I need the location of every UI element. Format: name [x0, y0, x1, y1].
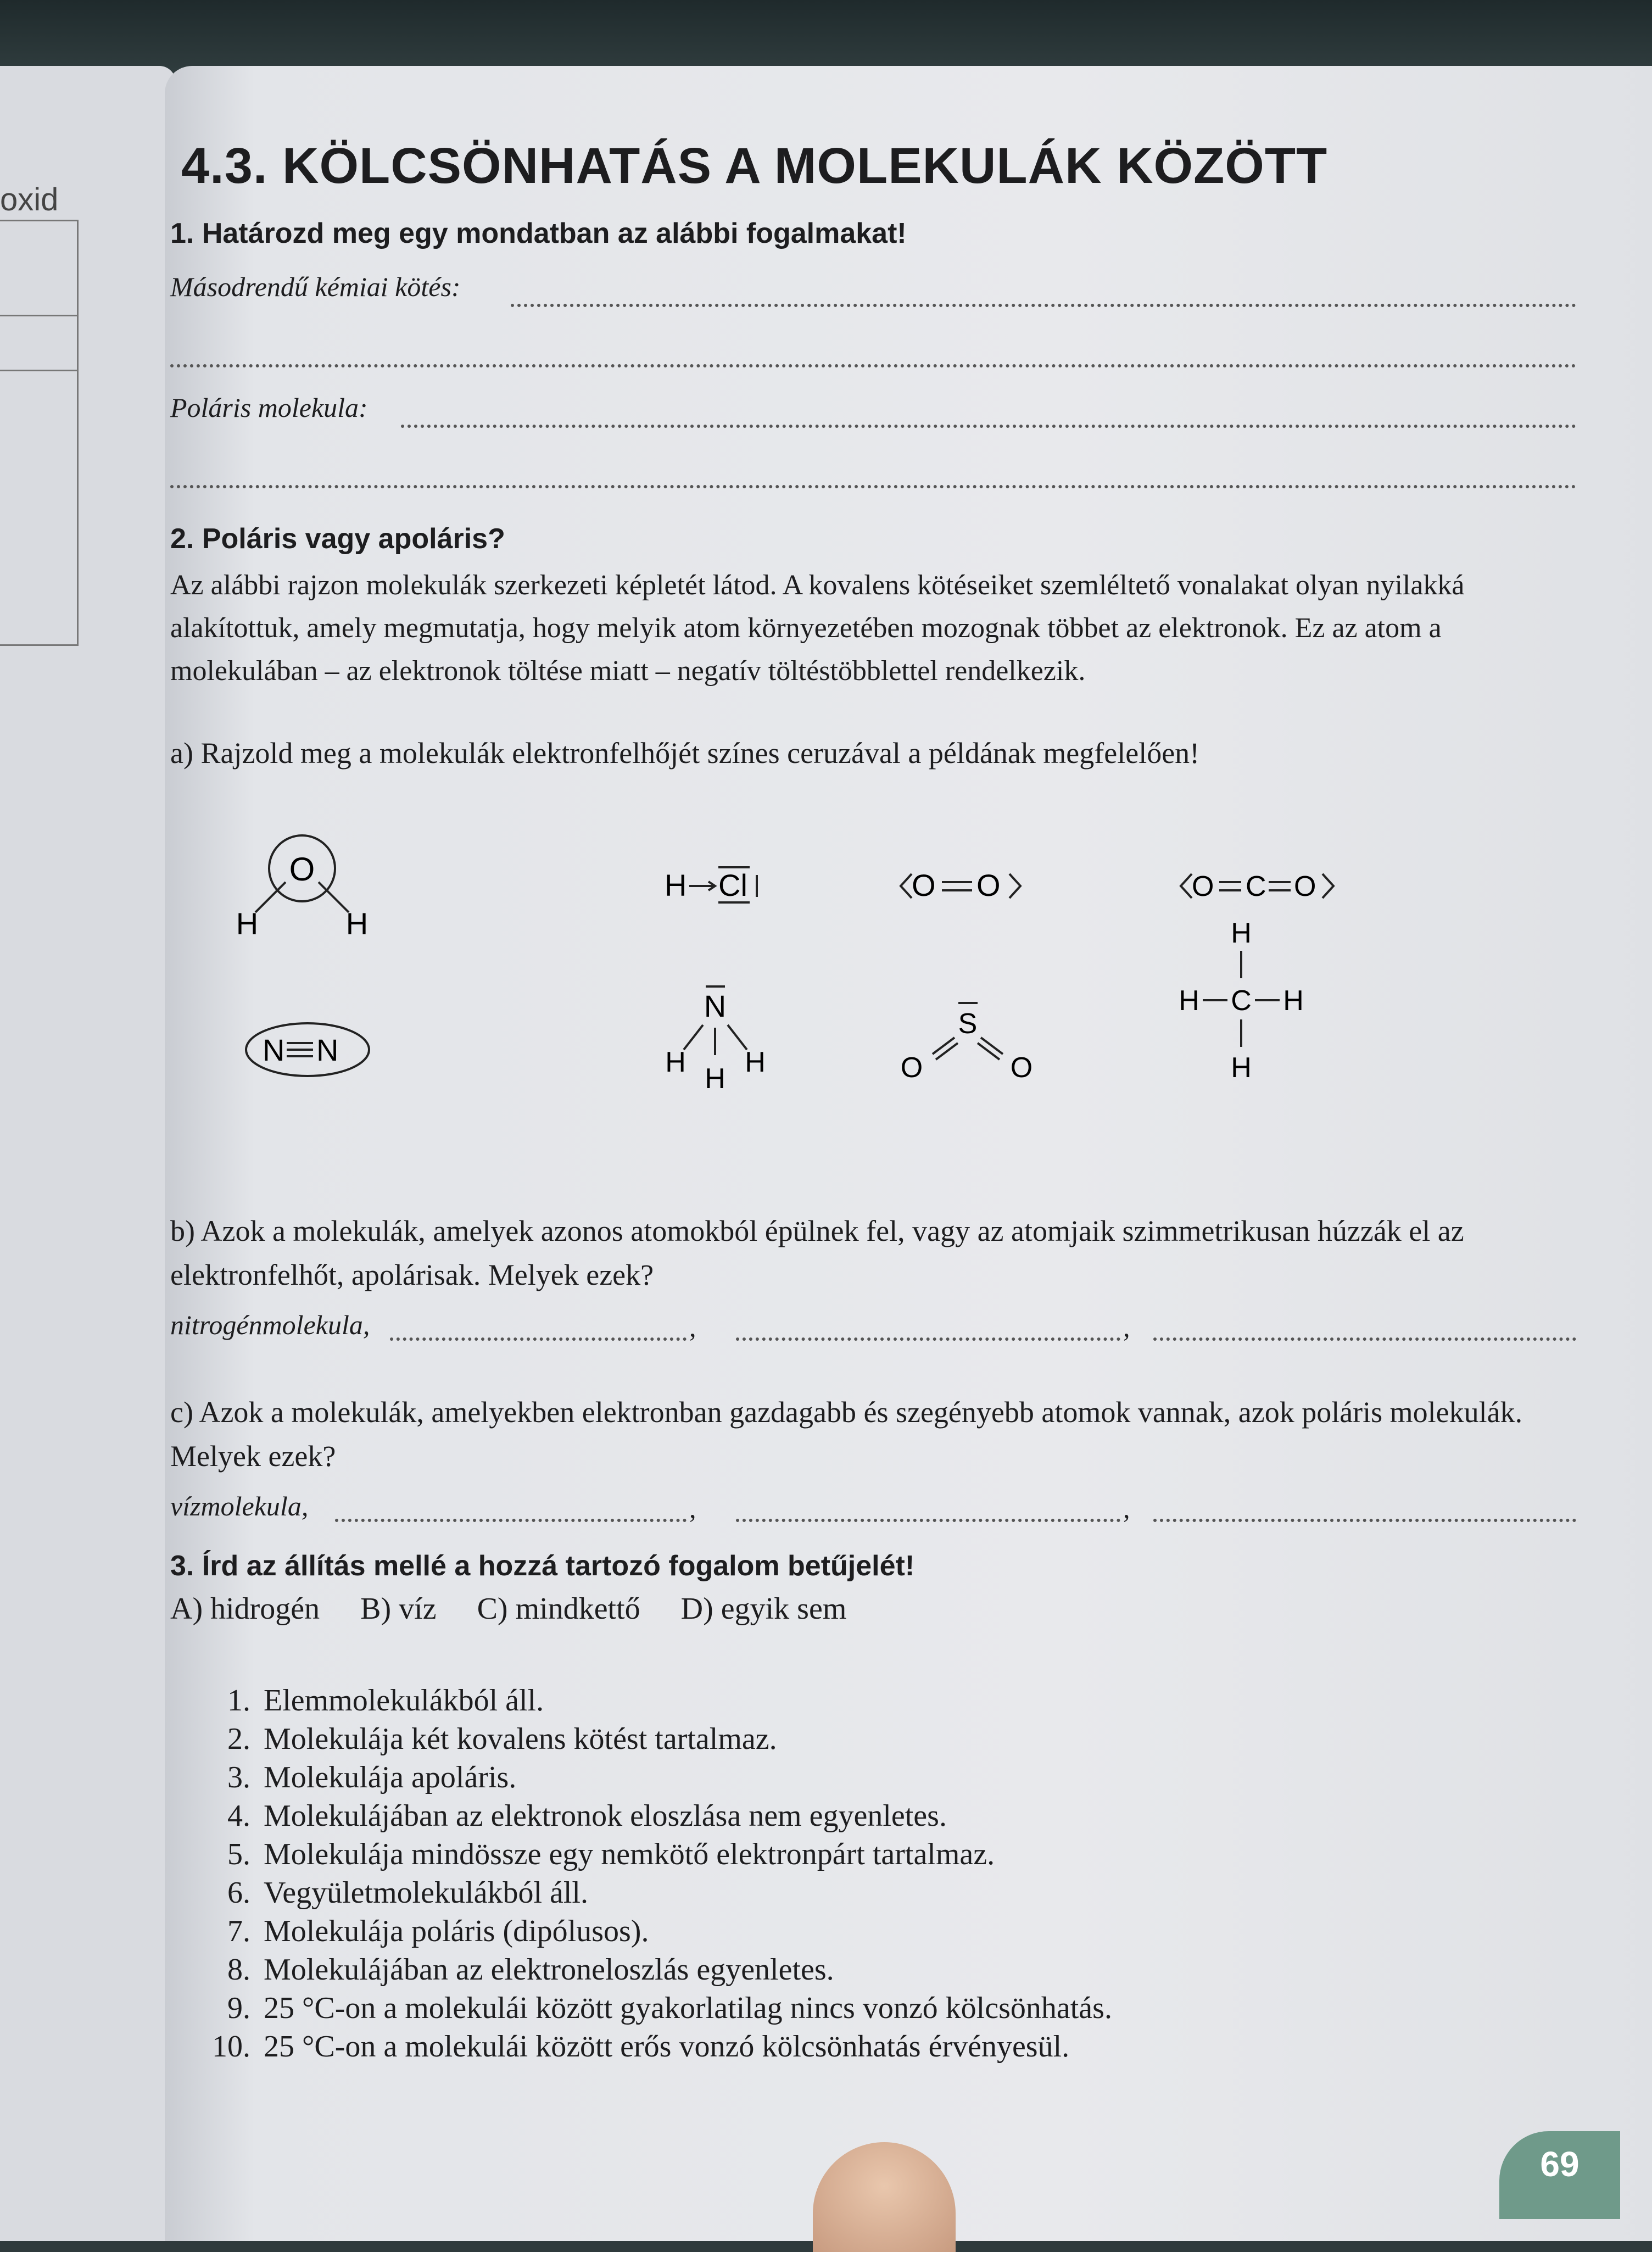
nh3-h3: H	[745, 1046, 766, 1078]
task1-heading: 1. Határozd meg egy mondatban az alábbi fogalmakat!	[170, 218, 907, 249]
nh3-h1: H	[665, 1046, 686, 1078]
co2-o2: O	[1294, 871, 1316, 902]
nh3-h2: H	[705, 1063, 725, 1095]
term1-label: Másodrendű kémiai kötés:	[170, 271, 461, 302]
water-h1: H	[236, 906, 259, 941]
n2-n1: N	[263, 1033, 285, 1067]
option-c: C) mindkettő	[477, 1592, 640, 1626]
statement-item: 1. Elemmolekulákból áll.	[258, 1681, 1576, 1720]
o2-o1: O	[912, 868, 936, 902]
o2-o2: O	[976, 868, 1001, 902]
left-page	[0, 66, 176, 2241]
co2-c: C	[1246, 871, 1266, 902]
task2c-comma-1: ,	[689, 1493, 696, 1524]
ch4-h-top: H	[1231, 917, 1252, 949]
hcl-cl: Cl	[718, 868, 747, 902]
statement-item: 4. Molekulájában az elektronok eloszlása nem egyenletes.	[258, 1797, 1576, 1835]
option-b: B) víz	[360, 1592, 437, 1626]
option-a: A) hidrogén	[170, 1592, 320, 1626]
task2b-comma-2: ,	[1123, 1312, 1130, 1342]
so2-s: S	[958, 1008, 978, 1040]
term2-label: Poláris molekula:	[170, 392, 368, 423]
task2c-comma-2: ,	[1123, 1493, 1130, 1524]
co2-molecule	[1175, 857, 1340, 915]
ch4-c: C	[1231, 985, 1252, 1017]
left-page-table	[0, 220, 79, 646]
left-page-label: oxid	[0, 182, 59, 218]
hcl-h: H	[665, 868, 687, 902]
page-title: 4.3. KÖLCSÖNHATÁS A MOLEKULÁK KÖZÖTT	[181, 138, 1328, 194]
task2-heading: 2. Poláris vagy apoláris?	[170, 523, 505, 555]
task2c-answer-line[interactable]	[170, 1478, 1576, 1533]
n2-molecule	[242, 1017, 373, 1085]
statement-item: 8. Molekulájában az elektroneloszlás egyenletes.	[258, 1950, 1576, 1989]
answer-line-term2-cont[interactable]	[170, 440, 1576, 500]
ch4-molecule	[1170, 912, 1313, 1091]
task3-statement-list	[170, 1681, 1576, 2066]
task2b-prompt: b) Azok a molekulák, amelyek azonos atomokból épülnek fel, vagy az atomjaik szimmetrikusan húzzák el az elektronfelhőt, apolárisak. Melyek ezek?	[170, 1214, 1464, 1291]
water-h2: H	[345, 906, 369, 941]
answer-line-term1[interactable]	[170, 259, 1576, 319]
task2a-prompt: a) Rajzold meg a molekulák elektronfelhőjét színes ceruzával a példának megfelelően!	[170, 737, 1200, 770]
ch4-h-right: H	[1283, 985, 1304, 1017]
task3-options	[170, 1591, 1576, 1626]
water-o: O	[289, 851, 315, 888]
page-number: 69	[1499, 2131, 1620, 2219]
ch4-h-bottom: H	[1231, 1052, 1252, 1084]
so2-molecule	[890, 995, 1043, 1096]
ch4-h-left: H	[1179, 985, 1199, 1017]
answer-line-term2[interactable]	[170, 380, 1576, 440]
n2-n2: N	[316, 1033, 339, 1067]
statement-item: 9. 25 °C-on a molekulái között gyakorlatilag nincs vonzó kölcsönhatás.	[258, 1989, 1576, 2027]
task2c-example: vízmolekula,	[170, 1491, 309, 1521]
nh3-n: N	[704, 989, 727, 1023]
statement-item: 10. 25 °C-on a molekulái között erős vonzó kölcsönhatás érvényesül.	[258, 2027, 1576, 2066]
statement-item: 3. Molekulája apoláris.	[258, 1758, 1576, 1797]
nh3-molecule	[654, 978, 774, 1102]
task3-heading: 3. Írd az állítás mellé a hozzá tartozó fogalom betűjelét!	[170, 1550, 915, 1582]
co2-o1: O	[1192, 871, 1214, 902]
statement-item: 2. Molekulája két kovalens kötést tartalmaz.	[258, 1720, 1576, 1758]
task2-intro: Az alábbi rajzon molekulák szerkezeti képletét látod. A kovalens kötéseiket szemléltető vonalakat olyan nyilakká alakítottuk, amely megmutatja, hogy melyik atom környezetében mozognak többet az elektronok. Ez az atom a molekulában – az elektronok töltése miatt – negatív töltéstöbblettel rendelkezik.	[170, 570, 1465, 687]
page-content	[170, 137, 1576, 2066]
hcl-molecule	[654, 857, 774, 915]
task2c-prompt: c) Azok a molekulák, amelyekben elektronban gazdagabb és szegényebb atomok vannak, azok poláris molekulák. Melyek ezek?	[170, 1396, 1523, 1473]
so2-o2: O	[1010, 1052, 1033, 1084]
answer-line-term1-cont[interactable]	[170, 319, 1576, 380]
so2-o1: O	[900, 1052, 923, 1084]
statement-item: 5. Molekulája mindössze egy nemkötő elektronpárt tartalmaz.	[258, 1835, 1576, 1874]
o2-molecule	[895, 857, 1027, 915]
task2b-answer-line[interactable]	[170, 1297, 1576, 1352]
statement-item: 7. Molekulája poláris (dipólusos).	[258, 1912, 1576, 1950]
task2b-comma-1: ,	[689, 1312, 696, 1342]
option-d: D) egyik sem	[680, 1592, 847, 1626]
statement-item: 6. Vegyületmolekulákból áll.	[258, 1874, 1576, 1912]
task2b-example: nitrogénmolekula,	[170, 1309, 370, 1340]
molecule-structures	[170, 830, 1576, 1170]
water-molecule	[225, 830, 379, 943]
